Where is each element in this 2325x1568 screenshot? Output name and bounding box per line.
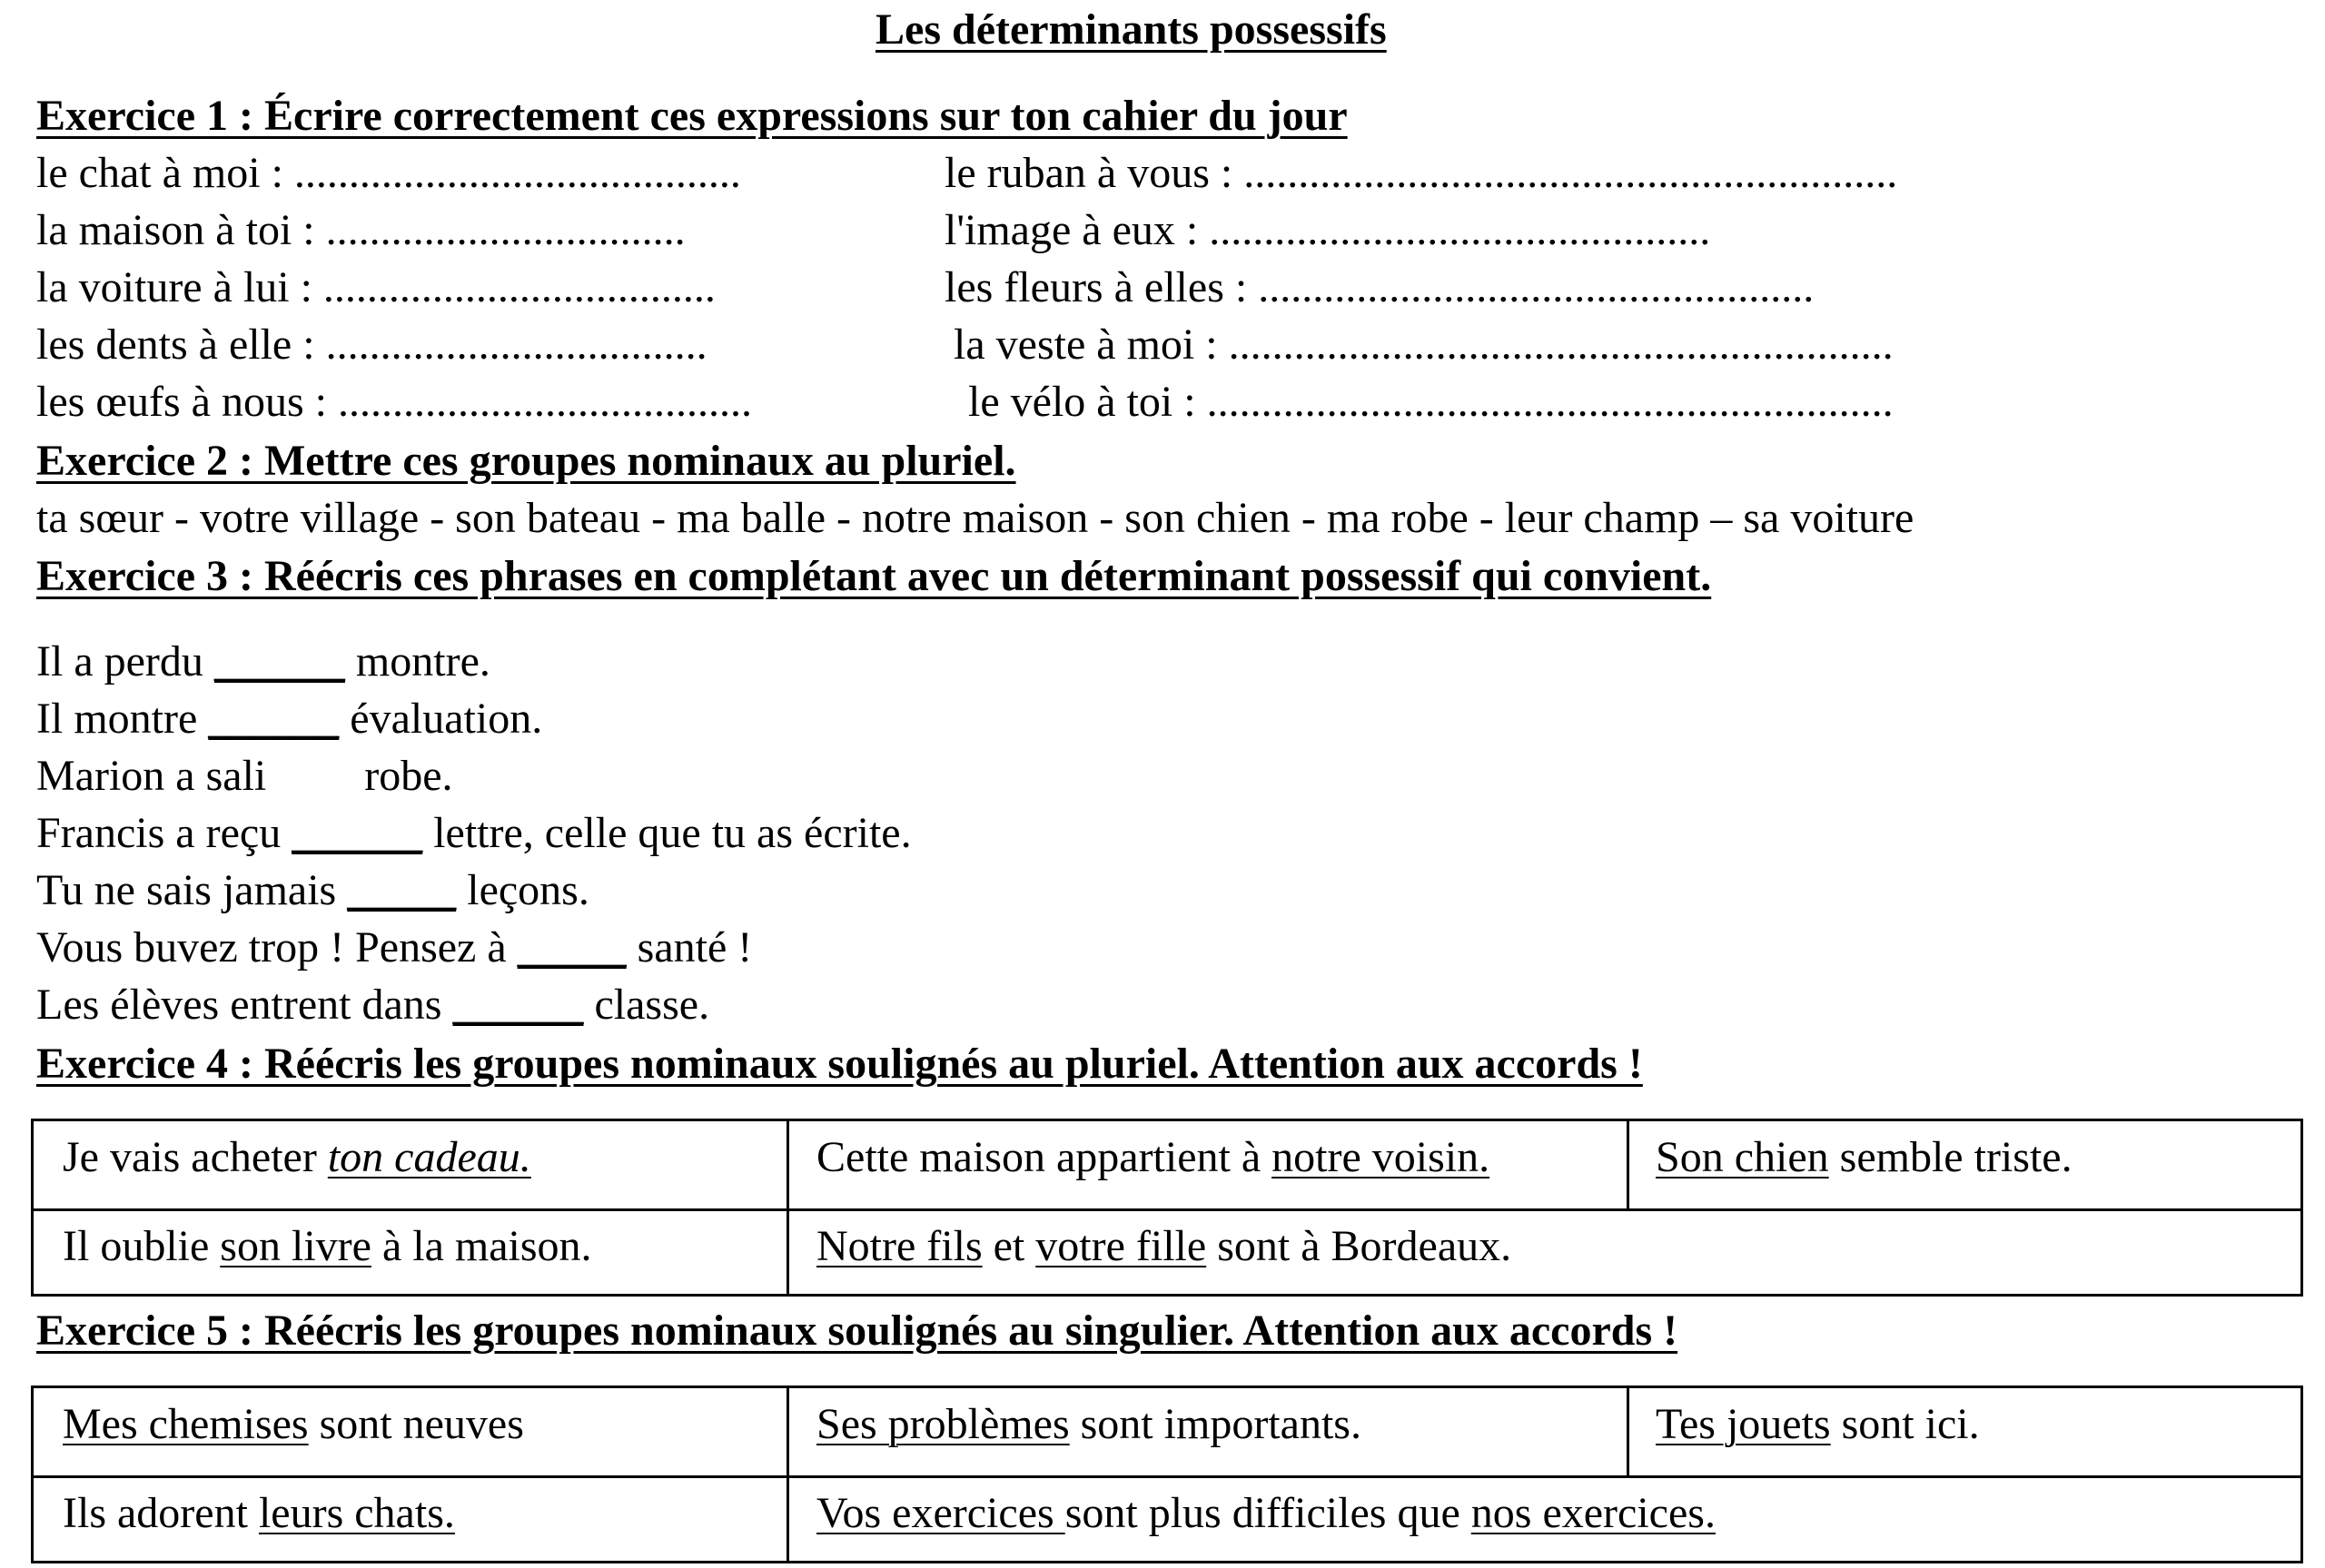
- ex3-sentence: Il a perdu ______ montre.: [36, 637, 490, 685]
- table-cell: Ses problèmes sont importants.: [816, 1400, 1361, 1448]
- page-title: Les déterminants possessifs: [876, 5, 1387, 54]
- ex3-sentence: Tu ne sais jamais _____ leçons.: [36, 866, 589, 914]
- exercise-4-heading: Exercice 4 : Réécris les groupes nominaux soulignés au pluriel. Attention aux accords !: [36, 1040, 1643, 1088]
- table-cell: Cette maison appartient à notre voisin.: [816, 1133, 1490, 1181]
- ex1-right-line: l'image à eux : ..............................................: [945, 206, 1711, 254]
- ex1-left-line: le chat à moi : .........................................: [36, 149, 741, 197]
- fill-blank: ______: [208, 695, 340, 743]
- ex1-left-line: la maison à toi : .................................: [36, 206, 686, 254]
- ex2-word-list: ta sœur - votre village - son bateau - ma balle - notre maison - son chien - ma robe - leur champ – sa voiture: [36, 494, 1914, 542]
- fill-blank: [277, 752, 342, 800]
- table-row-divider: [34, 1208, 2300, 1211]
- table-cell: Vos exercices sont plus difficiles que nos exercices.: [816, 1489, 1716, 1537]
- exercise-5-heading: Exercice 5 : Réécris les groupes nominaux soulignés au singulier. Attention aux accords !: [36, 1307, 1678, 1355]
- exercise-1-heading: Exercice 1 : Écrire correctement ces expressions sur ton cahier du jour: [36, 92, 1348, 140]
- ex3-sentence: Vous buvez trop ! Pensez à _____ santé !: [36, 923, 753, 971]
- fill-blank: _____: [347, 866, 457, 914]
- table-row-divider: [34, 1475, 2300, 1478]
- ex3-sentence: Il montre ______ évaluation.: [36, 695, 543, 743]
- ex3-sentence: Marion a sali robe.: [36, 752, 453, 800]
- table-cell: Son chien semble triste.: [1656, 1133, 2073, 1181]
- ex3-sentence: Francis a reçu ______ lettre, celle que tu as écrite.: [36, 809, 912, 857]
- exercise-5-table: [31, 1386, 2303, 1563]
- fill-blank: ______: [292, 809, 423, 857]
- ex1-right-line: le ruban à vous : ............................................................: [945, 149, 1898, 197]
- table-column-divider: [787, 1388, 789, 1561]
- ex1-left-line: les œufs à nous : ......................................: [36, 378, 752, 426]
- fill-blank: _____: [517, 923, 627, 971]
- ex3-sentence: Les élèves entrent dans ______ classe.: [36, 981, 710, 1029]
- ex1-left-line: les dents à elle : ...................................: [36, 321, 707, 369]
- fill-blank: ______: [213, 637, 345, 685]
- table-cell: Tes jouets sont ici.: [1656, 1400, 1980, 1448]
- table-cell: Je vais acheter ton cadeau.: [63, 1133, 531, 1181]
- table-cell: Il oublie son livre à la maison.: [63, 1222, 592, 1270]
- exercise-3-heading: Exercice 3 : Réécris ces phrases en complétant avec un déterminant possessif qui convient.: [36, 552, 1712, 600]
- exercise-2-heading: Exercice 2 : Mettre ces groupes nominaux au pluriel.: [36, 437, 1016, 485]
- table-cell: Notre fils et votre fille sont à Bordeaux.: [816, 1222, 1512, 1270]
- ex1-right-line: la veste à moi : .............................................................: [954, 321, 1894, 369]
- table-cell: Ils adorent leurs chats.: [63, 1489, 455, 1537]
- ex1-left-line: la voiture à lui : ....................................: [36, 263, 716, 311]
- table-column-divider: [1627, 1388, 1629, 1475]
- table-column-divider: [787, 1121, 789, 1294]
- exercise-4-table: [31, 1119, 2303, 1297]
- table-cell: Mes chemises sont neuves: [63, 1400, 524, 1448]
- ex1-right-line: le vélo à toi : ...............................................................: [968, 378, 1894, 426]
- fill-blank: ______: [452, 981, 584, 1029]
- ex1-right-line: les fleurs à elles : ...................................................: [945, 263, 1815, 311]
- table-column-divider: [1627, 1121, 1629, 1208]
